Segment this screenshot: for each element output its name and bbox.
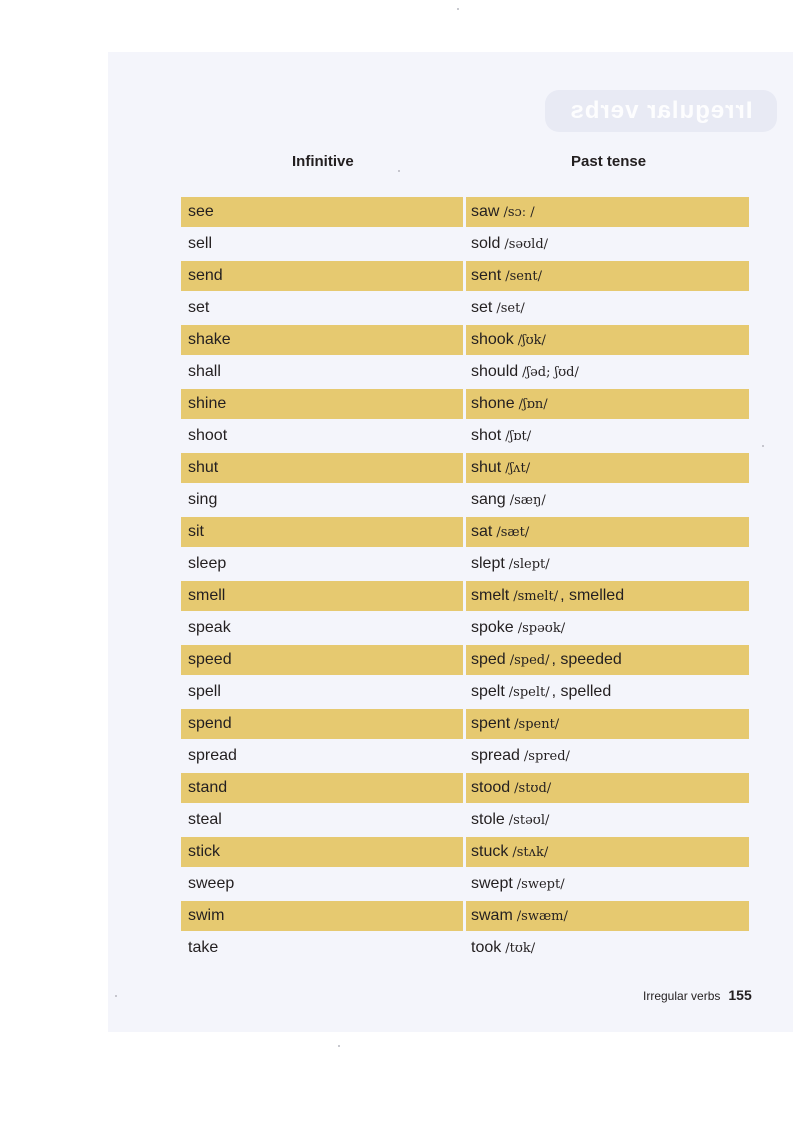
- infinitive-cell: swim: [181, 901, 463, 931]
- table-row: [181, 196, 749, 228]
- past-form: sped: [471, 651, 506, 668]
- infinitive-cell: speak: [188, 619, 231, 636]
- infinitive-cell: send: [181, 261, 463, 291]
- table-row: [181, 516, 749, 548]
- pronunciation: /stəʊl/: [508, 812, 550, 828]
- past-tense-cell: [466, 709, 749, 739]
- table-row: [181, 452, 749, 484]
- table-row: [181, 484, 749, 516]
- infinitive-cell: shut: [181, 453, 463, 483]
- table-row: [181, 260, 749, 292]
- past-tense-cell: [466, 485, 749, 515]
- infinitive-cell: spell: [188, 683, 221, 700]
- table-row: [181, 580, 749, 612]
- past-tense-cell: [466, 805, 749, 835]
- past-tense-cell: [466, 837, 749, 867]
- past-form: spread: [471, 747, 520, 764]
- infinitive-cell: sit: [181, 517, 463, 547]
- table-row: [181, 292, 749, 324]
- page-number: 155: [728, 987, 752, 1003]
- infinitive-cell: shake: [181, 325, 463, 355]
- table-row: [181, 356, 749, 388]
- pronunciation: /swept/: [516, 876, 565, 892]
- scan-speck: [115, 995, 117, 997]
- pronunciation: /ʃɒt/: [505, 428, 532, 444]
- pronunciation: /sɔː /: [503, 204, 535, 220]
- past-form: sent: [471, 267, 502, 284]
- past-form: smelt: [471, 587, 510, 604]
- pronunciation: /sæŋ/: [509, 492, 546, 508]
- past-tense-cell: [466, 517, 749, 547]
- pronunciation: /smelt/: [513, 588, 559, 604]
- table-row: [181, 932, 749, 964]
- table-row: [181, 676, 749, 708]
- pronunciation: /set/: [496, 300, 525, 316]
- infinitive-cell: take: [188, 939, 219, 956]
- infinitive-cell: see: [181, 197, 463, 227]
- past-form: swam: [471, 907, 513, 924]
- past-tense-cell: [466, 677, 749, 707]
- bleed-through-title: Irregular verbs: [569, 97, 753, 124]
- past-tense-cell: [466, 741, 749, 771]
- table-row: [181, 548, 749, 580]
- past-tense-cell: [466, 261, 749, 291]
- pronunciation: /spəʊk/: [517, 620, 566, 636]
- past-form: shook: [471, 331, 514, 348]
- page-footer: [643, 987, 752, 1003]
- pronunciation: /stʊd/: [514, 780, 552, 796]
- pronunciation: /sped/: [509, 652, 550, 668]
- irregular-verbs-table: [181, 196, 749, 964]
- infinitive-column-header: Infinitive: [292, 153, 354, 170]
- infinitive-cell: sell: [188, 235, 213, 252]
- infinitive-cell: shoot: [188, 427, 228, 444]
- past-form: swept: [471, 875, 513, 892]
- past-form: should: [471, 363, 519, 380]
- past-tense-cell: [466, 293, 749, 323]
- infinitive-cell: sing: [188, 491, 218, 508]
- past-form: spoke: [471, 619, 514, 636]
- past-tense-cell: [466, 933, 749, 963]
- past-tense-cell: [466, 549, 749, 579]
- past-tense-cell: [466, 421, 749, 451]
- infinitive-cell: spread: [188, 747, 237, 764]
- table-row: [181, 900, 749, 932]
- infinitive-cell: speed: [181, 645, 463, 675]
- pronunciation: /ʃʌt/: [505, 460, 531, 476]
- past-tense-cell: [466, 229, 749, 259]
- pronunciation: /spelt/: [508, 684, 550, 700]
- pronunciation: /spent/: [514, 716, 560, 732]
- table-row: [181, 740, 749, 772]
- past-form: took: [471, 939, 502, 956]
- past-form: spent: [471, 715, 511, 732]
- pronunciation: /stʌk/: [512, 844, 549, 860]
- table-row: [181, 388, 749, 420]
- alternative-form: , spelled: [551, 683, 612, 700]
- scan-speck: [762, 445, 764, 447]
- past-form: shut: [471, 459, 502, 476]
- scan-speck: [457, 8, 459, 10]
- past-form: shot: [471, 427, 502, 444]
- alternative-form: , speeded: [551, 651, 622, 668]
- infinitive-cell: sleep: [188, 555, 227, 572]
- table-row: [181, 612, 749, 644]
- bleed-through-title-banner: [545, 90, 777, 132]
- past-tense-cell: [466, 389, 749, 419]
- past-tense-cell: [466, 325, 749, 355]
- past-tense-cell: [466, 453, 749, 483]
- past-form: stuck: [471, 843, 509, 860]
- past-form: sang: [471, 491, 506, 508]
- past-tense-cell: [466, 357, 749, 387]
- pronunciation: /tʊk/: [505, 940, 536, 956]
- table-row: [181, 420, 749, 452]
- infinitive-cell: stick: [181, 837, 463, 867]
- pronunciation: /swæm/: [516, 908, 568, 924]
- past-tense-cell: [466, 645, 749, 675]
- infinitive-cell: smell: [181, 581, 463, 611]
- past-form: set: [471, 299, 493, 316]
- infinitive-cell: steal: [188, 811, 222, 828]
- pronunciation: /səʊld/: [504, 236, 549, 252]
- past-form: sat: [471, 523, 493, 540]
- pronunciation: /sæt/: [496, 524, 530, 540]
- past-form: sold: [471, 235, 501, 252]
- pronunciation: /spred/: [523, 748, 570, 764]
- past-tense-cell: [466, 613, 749, 643]
- table-row: [181, 836, 749, 868]
- table-row: [181, 324, 749, 356]
- pronunciation: /slept/: [508, 556, 550, 572]
- past-form: shone: [471, 395, 515, 412]
- past-form: spelt: [471, 683, 505, 700]
- past-form: saw: [471, 203, 500, 220]
- past-form: slept: [471, 555, 505, 572]
- infinitive-cell: shine: [181, 389, 463, 419]
- scan-speck: [398, 170, 400, 172]
- infinitive-cell: stand: [181, 773, 463, 803]
- past-tense-cell: [466, 869, 749, 899]
- past-tense-cell: [466, 197, 749, 227]
- past-tense-column-header: Past tense: [571, 153, 647, 170]
- alternative-form: , smelled: [560, 587, 625, 604]
- table-row: [181, 644, 749, 676]
- past-form: stood: [471, 779, 511, 796]
- table-row: [181, 804, 749, 836]
- past-tense-cell: [466, 773, 749, 803]
- pronunciation: /ʃɒn/: [518, 396, 548, 412]
- infinitive-cell: spend: [181, 709, 463, 739]
- table-row: [181, 868, 749, 900]
- table-row: [181, 772, 749, 804]
- infinitive-cell: shall: [188, 363, 221, 380]
- pronunciation: /ʃəd; ʃʊd/: [522, 364, 579, 380]
- table-row: [181, 708, 749, 740]
- past-tense-cell: [466, 581, 749, 611]
- past-tense-cell: [466, 901, 749, 931]
- footer-section-title: Irregular verbs: [643, 989, 721, 1003]
- infinitive-cell: sweep: [188, 875, 235, 892]
- pronunciation: /sent/: [505, 268, 542, 284]
- pronunciation: /ʃʊk/: [517, 332, 546, 348]
- scan-speck: [338, 1045, 340, 1047]
- past-form: stole: [471, 811, 505, 828]
- infinitive-cell: set: [188, 299, 210, 316]
- table-row: [181, 228, 749, 260]
